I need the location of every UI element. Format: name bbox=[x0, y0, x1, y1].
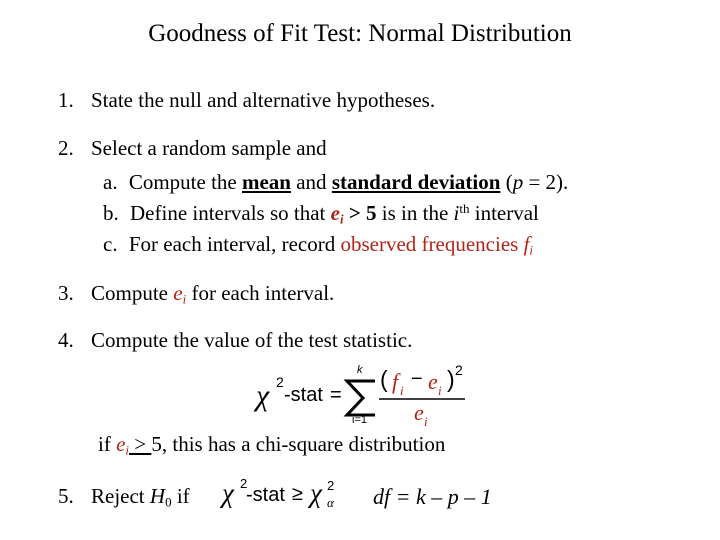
p-equals: = 2). bbox=[523, 170, 569, 194]
geq-sign: ≥ bbox=[292, 483, 303, 505]
p-symbol: p bbox=[512, 170, 524, 194]
h-subscript: 0 bbox=[165, 494, 172, 510]
right-paren: ) bbox=[447, 366, 455, 392]
step-1 bbox=[58, 88, 435, 113]
left-paren: ( bbox=[380, 366, 388, 392]
sd-term: standard deviation bbox=[331, 170, 501, 194]
step-2b bbox=[103, 201, 539, 226]
equals-sign: = bbox=[330, 384, 342, 406]
condition: > 5 bbox=[343, 201, 377, 225]
f-subscript: i bbox=[529, 242, 534, 258]
chi-symbol: χ bbox=[222, 478, 234, 508]
e-subscript: i bbox=[182, 291, 187, 307]
th-superscript: th bbox=[459, 200, 470, 216]
step-3-number: 3. bbox=[58, 281, 74, 305]
note-post: 5, this has a chi-square distribution bbox=[151, 432, 446, 456]
e-symbol: e bbox=[173, 281, 183, 305]
step-2 bbox=[58, 136, 327, 161]
and-text: and bbox=[290, 170, 332, 194]
step-5 bbox=[58, 484, 190, 509]
h-symbol: H bbox=[149, 484, 166, 508]
step-5-number: 5. bbox=[58, 484, 74, 508]
e-subscript: i bbox=[438, 383, 442, 398]
alpha-subscript: α bbox=[327, 495, 334, 510]
step-2c-letter: c. bbox=[103, 232, 118, 256]
step-1-number: 1. bbox=[58, 88, 74, 112]
f-symbol: f bbox=[523, 232, 530, 256]
e-symbol: e bbox=[116, 432, 126, 456]
step-2a-pre: Compute the bbox=[128, 170, 242, 194]
mean-term: mean bbox=[241, 170, 291, 194]
f-subscript: i bbox=[400, 383, 404, 398]
post-text: interval bbox=[469, 201, 539, 225]
if-text: if bbox=[171, 484, 190, 508]
step-2a-letter: a. bbox=[103, 170, 118, 194]
minus-sign: − bbox=[411, 368, 423, 390]
note-pre: if bbox=[98, 432, 117, 456]
step-3 bbox=[58, 281, 334, 306]
chi-square-exponent: 2 bbox=[276, 374, 284, 390]
denominator-e: e bbox=[414, 400, 424, 425]
step-5-pre: Reject bbox=[91, 484, 150, 508]
step-3-pre: Compute bbox=[91, 281, 174, 305]
step-1-text: State the null and alternative hypotheses. bbox=[91, 88, 436, 112]
step-2b-letter: b. bbox=[103, 201, 119, 225]
chi-critical-exponent: 2 bbox=[327, 478, 335, 493]
step-2-text: Select a random sample and bbox=[91, 136, 327, 160]
sigma-icon bbox=[345, 378, 377, 418]
step-4-text: Compute the value of the test statistic. bbox=[91, 328, 413, 352]
distribution-note bbox=[98, 432, 445, 457]
e-symbol: e bbox=[330, 201, 340, 225]
step-2b-pre: Define intervals so that bbox=[130, 201, 331, 225]
step-2c bbox=[103, 232, 533, 257]
greater-sign: > bbox=[129, 432, 152, 456]
degrees-of-freedom: df = k – p – 1 bbox=[373, 484, 492, 509]
sum-lower-limit: i=1 bbox=[352, 414, 367, 426]
chi-critical-symbol: χ bbox=[310, 478, 322, 508]
mid-text: is in the bbox=[376, 201, 454, 225]
e-subscript: i bbox=[125, 442, 130, 458]
observed-frequencies: observed frequencies bbox=[340, 232, 524, 256]
i-symbol: i bbox=[453, 201, 460, 225]
step-3-post: for each interval. bbox=[186, 281, 335, 305]
sum-upper-limit: k bbox=[357, 364, 363, 376]
chi-exponent: 2 bbox=[240, 476, 248, 491]
stat-label: -stat bbox=[284, 384, 323, 406]
chi-symbol: χ bbox=[256, 379, 270, 412]
stat-label: -stat bbox=[246, 484, 285, 506]
step-2-number: 2. bbox=[58, 136, 74, 160]
step-2a bbox=[103, 170, 568, 195]
e-subscript: i bbox=[339, 211, 344, 227]
step-2c-pre: For each interval, record bbox=[128, 232, 341, 256]
step-4 bbox=[58, 328, 412, 353]
step-4-number: 4. bbox=[58, 328, 74, 352]
paren-open: ( bbox=[500, 170, 513, 194]
numerator-exponent: 2 bbox=[455, 362, 463, 378]
denominator-subscript: i bbox=[424, 414, 428, 429]
e-symbol: e bbox=[428, 369, 438, 394]
f-symbol: f bbox=[392, 369, 399, 394]
slide-title: Goodness of Fit Test: Normal Distribution bbox=[148, 20, 572, 47]
